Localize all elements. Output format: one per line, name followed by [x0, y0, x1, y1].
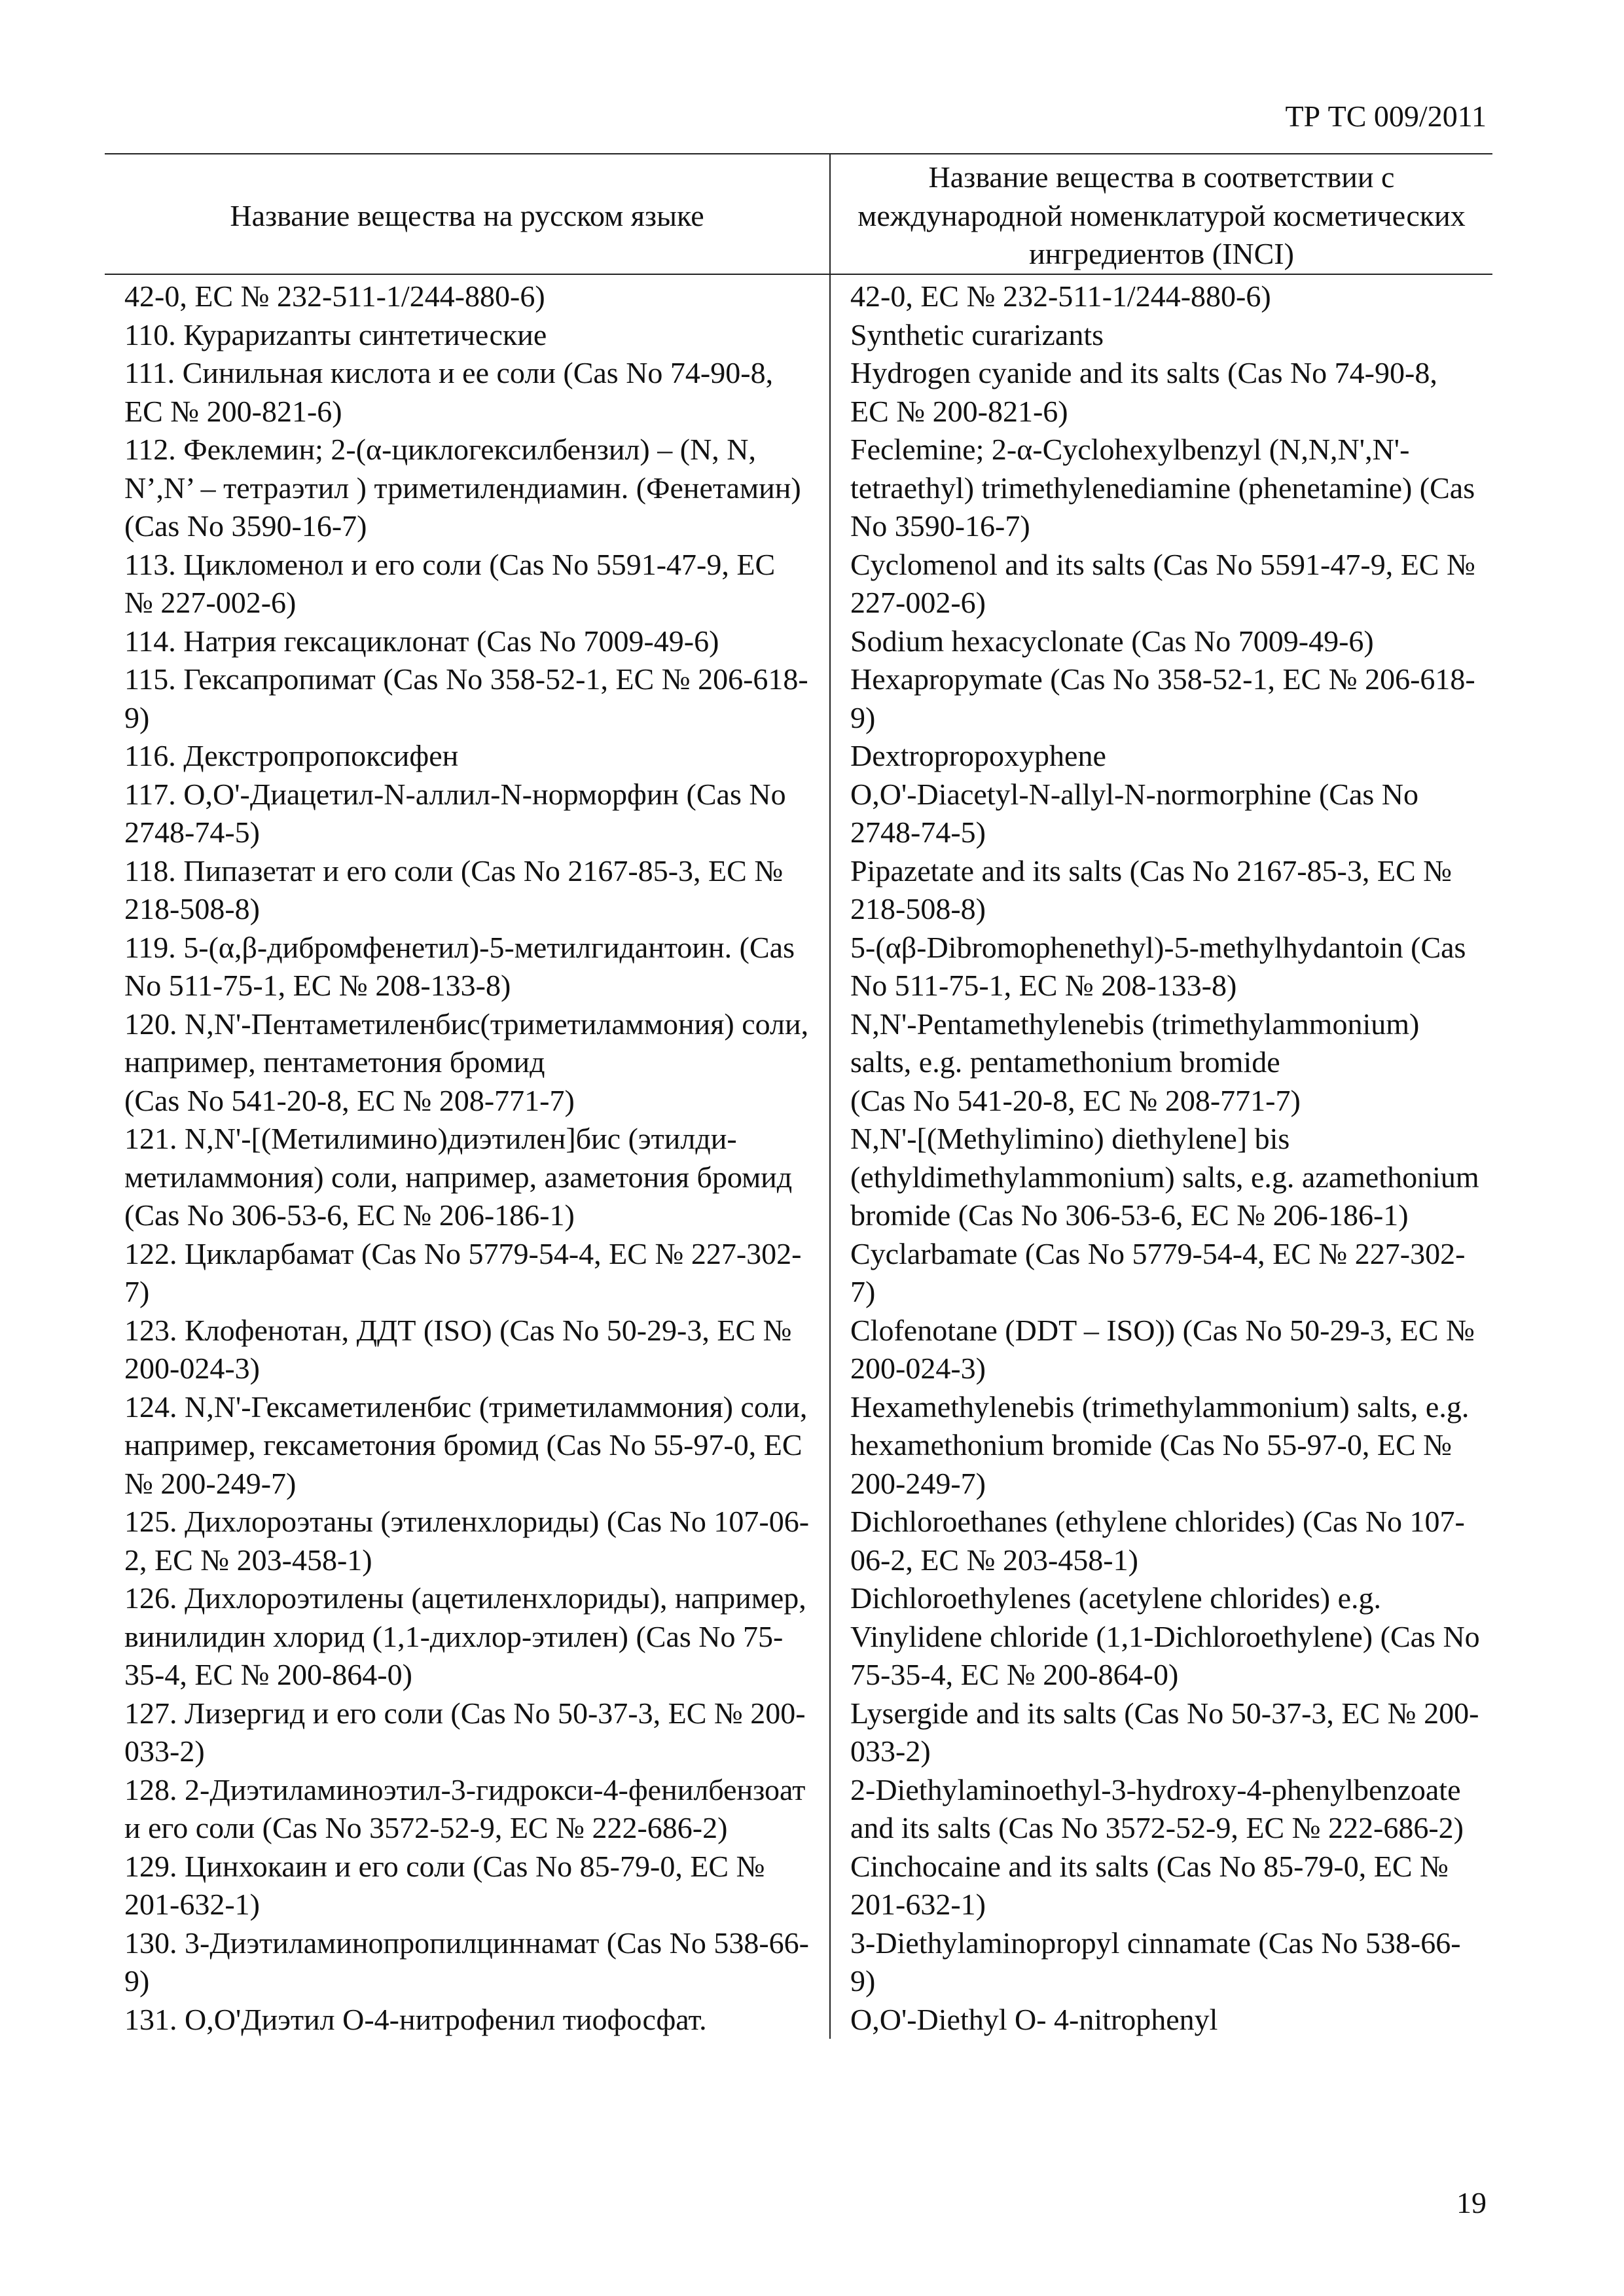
table-row	[105, 622, 1492, 661]
table-row	[105, 1695, 1492, 1771]
cell-inci-name: Hexapropymate (Cas No 358-52-1, ЕС № 206-618-9)	[850, 662, 1475, 734]
cell-russian-name: 130. 3-Диэтиламинопропилциннамат (Cas No 538-66-9)	[105, 1924, 830, 2001]
cell-russian-name: 110. Курариzanты синтетические	[105, 316, 830, 355]
cell-inci-name: Sodium hexacyclonate (Cas No 7009-49-6)	[850, 624, 1374, 658]
cell-russian-name: 111. Синильная кислота и ее соли (Cas No 74-90-8, ЕС № 200-821-6)	[105, 354, 830, 431]
cell-russian-name: 127. Лизергид и его соли (Cas No 50-37-3, ЕС № 200-033-2)	[105, 1695, 830, 1771]
table-row	[105, 929, 1492, 1005]
cell-inci-name: Dextropropoxyphene	[850, 739, 1106, 772]
cell-inci-name: N,N'-Pentamethylenebis (trimethylammonium) salts, e.g. pentamethonium bromide (Cas No 541-20-8, ЕС № 208-771-7)	[850, 1007, 1420, 1117]
cell-inci-name: 3-Diethylaminopropyl cinnamate (Cas No 538-66-9)	[850, 1926, 1461, 1998]
cell-russian-name: 112. Феклемин; 2-(α-циклогексилбензил) – (N, N, N’,N’ – тетраэтил ) триметилендиамин. (Фенетамин) (Cas No 3590-16-7)	[105, 431, 830, 546]
cell-russian-name: 116. Декстропропоксифен	[105, 737, 830, 776]
cell-russian-name: 42-0, ЕС № 232-511-1/244-880-6)	[105, 274, 830, 316]
substances-table	[105, 153, 1492, 2039]
cell-inci-name: O,O'-Diacetyl-N-allyl-N-normorphine (Cas No 2748-74-5)	[850, 777, 1418, 849]
cell-inci-name: Dichloroethylenes (acetylene chlorides) e.g. Vinylidene chloride (1,1-Dichloroethylene) (Cas No 75-35-4, ЕС № 200-864-0)	[850, 1581, 1480, 1691]
cell-russian-name: 128. 2-Диэтиламиноэтил-3-гидрокси-4-фенилбензоат и его соли (Cas No 3572-52-9, ЕС № 222-686-2)	[105, 1771, 830, 1848]
table-row	[105, 1771, 1492, 1848]
table-row	[105, 1848, 1492, 1924]
table-row	[105, 316, 1492, 355]
table-header-row	[105, 154, 1492, 274]
cell-inci-name: Hydrogen cyanide and its salts (Cas No 74-90-8, ЕС № 200-821-6)	[850, 356, 1437, 428]
table-row	[105, 1312, 1492, 1388]
table-row	[105, 431, 1492, 546]
column-header-russian-name: Название вещества на русском языке	[105, 154, 830, 274]
table-row	[105, 1924, 1492, 2001]
page-number: 19	[1456, 2186, 1487, 2219]
document-code: ТР ТС 009/2011	[1285, 99, 1487, 133]
cell-inci-name: Lysergide and its salts (Cas No 50-37-3, ЕС № 200-033-2)	[850, 1696, 1479, 1768]
table-row	[105, 1005, 1492, 1121]
cell-russian-name: 118. Пипазетат и его соли (Cas No 2167-85-3, ЕС № 218-508-8)	[105, 852, 830, 929]
cell-russian-name: 114. Натрия гексациклонат (Cas No 7009-49-6)	[105, 622, 830, 661]
cell-inci-name: Hexamethylenebis (trimethylammonium) salts, e.g. hexamethonium bromide (Cas No 55-97-0, ЕС № 200-249-7)	[850, 1390, 1470, 1500]
cell-inci-name: Clofenotane (DDT – ISO)) (Cas No 50-29-3, ЕС № 200-024-3)	[850, 1313, 1475, 1385]
cell-inci-name: Cyclarbamate (Cas No 5779-54-4, ЕС № 227-302-7)	[850, 1236, 1466, 1308]
table-row	[105, 1235, 1492, 1312]
table-row	[105, 354, 1492, 431]
column-header-inci-name: Название вещества в соответствии с международной номенклатурой косметических ингредиентов (INCI)	[830, 154, 1492, 274]
cell-russian-name: 117. O,O'-Диацетил-N-аллил-N-норморфин (Cas No 2748-74-5)	[105, 776, 830, 852]
cell-inci-name: Feclemine; 2-α-Cyclohexylbenzyl (N,N,N',N'-tetraethyl) trimethylenediamine (phenetamine) (Cas No 3590-16-7)	[850, 433, 1475, 543]
cell-russian-name: 129. Цинхокаин и его соли (Cas No 85-79-0, ЕС № 201-632-1)	[105, 1848, 830, 1924]
cell-inci-name: Cyclomenol and its salts (Cas No 5591-47-9, ЕС № 227-002-6)	[850, 547, 1475, 619]
cell-inci-name: Pipazetate and its salts (Cas No 2167-85-3, ЕС № 218-508-8)	[850, 853, 1453, 925]
cell-inci-name: 2-Diethylaminoethyl-3-hydroxy-4-phenylbenzoate and its salts (Cas No 3572-52-9, ЕС № 222-686-2)	[850, 1772, 1464, 1844]
cell-russian-name: 125. Дихлороэтаны (этиленхлориды) (Cas No 107-06-2, ЕС № 203-458-1)	[105, 1503, 830, 1579]
table-row	[105, 546, 1492, 622]
table-body	[105, 274, 1492, 2039]
cell-inci-name: O,O'-Diethyl O- 4-nitrophenyl	[850, 2002, 1218, 2036]
cell-inci-name: 5-(αβ-Dibromophenethyl)-5-methylhydantoin (Cas No 511-75-1, ЕС № 208-133-8)	[850, 930, 1466, 1002]
table-row	[105, 660, 1492, 737]
cell-inci-name: Synthetic curarizants	[850, 317, 1104, 351]
cell-russian-name: 120. N,N'-Пентаметиленбис(триметиламмония) соли, например, пентаметония бромид (Cas No 541-20-8, ЕС № 208-771-7)	[105, 1005, 830, 1121]
cell-russian-name: 126. Дихлороэтилены (ацетиленхлориды), например, винилидин хлорид (1,1-дихлор-этилен) (Cas No 75-35-4, ЕС № 200-864-0)	[105, 1579, 830, 1695]
table-row	[105, 2001, 1492, 2039]
table-row	[105, 1579, 1492, 1695]
cell-inci-name: N,N'-[(Methylimino) diethylene] bis (ethyldimethylammonium) salts, e.g. azamethonium bromide (Cas No 306-53-6, ЕС № 206-186-1)	[850, 1122, 1479, 1232]
cell-russian-name: 124. N,N'-Гексаметиленбис (триметиламмония) соли, например, гексаметония бромид (Cas No 55-97-0, ЕС № 200-249-7)	[105, 1388, 830, 1503]
table-row	[105, 852, 1492, 929]
cell-inci-name: 42-0, ЕС № 232-511-1/244-880-6)	[850, 279, 1271, 313]
cell-russian-name: 113. Цикломенол и его соли (Cas No 5591-47-9, ЕС № 227-002-6)	[105, 546, 830, 622]
table-row	[105, 776, 1492, 852]
table-row	[105, 1503, 1492, 1579]
cell-russian-name: 123. Клофенотан, ДДТ (ISO) (Cas No 50-29-3, ЕС № 200-024-3)	[105, 1312, 830, 1388]
cell-inci-name: Cinchocaine and its salts (Cas No 85-79-0, ЕС № 201-632-1)	[850, 1849, 1449, 1921]
table-row	[105, 274, 1492, 316]
cell-russian-name: 131. O,O'Диэтил O-4-нитрофенил тиофосфат.	[105, 2001, 830, 2039]
cell-inci-name: Dichloroethanes (ethylene chlorides) (Cas No 107-06-2, ЕС № 203-458-1)	[850, 1505, 1465, 1577]
table-row	[105, 1120, 1492, 1235]
cell-russian-name: 115. Гексапропимат (Cas No 358-52-1, ЕС № 206-618-9)	[105, 660, 830, 737]
cell-russian-name: 121. N,N'-[(Метилимино)диэтилен]бис (этилди-метиламмония) соли, например, азаметония бромид (Cas No 306-53-6, ЕС № 206-186-1)	[105, 1120, 830, 1235]
cell-russian-name: 122. Цикларбамат (Cas No 5779-54-4, ЕС № 227-302-7)	[105, 1235, 830, 1312]
cell-russian-name: 119. 5-(α,β-дибромфенетил)-5-метилгидантоин. (Cas No 511-75-1, ЕС № 208-133-8)	[105, 929, 830, 1005]
table-row	[105, 737, 1492, 776]
table-row	[105, 1388, 1492, 1503]
